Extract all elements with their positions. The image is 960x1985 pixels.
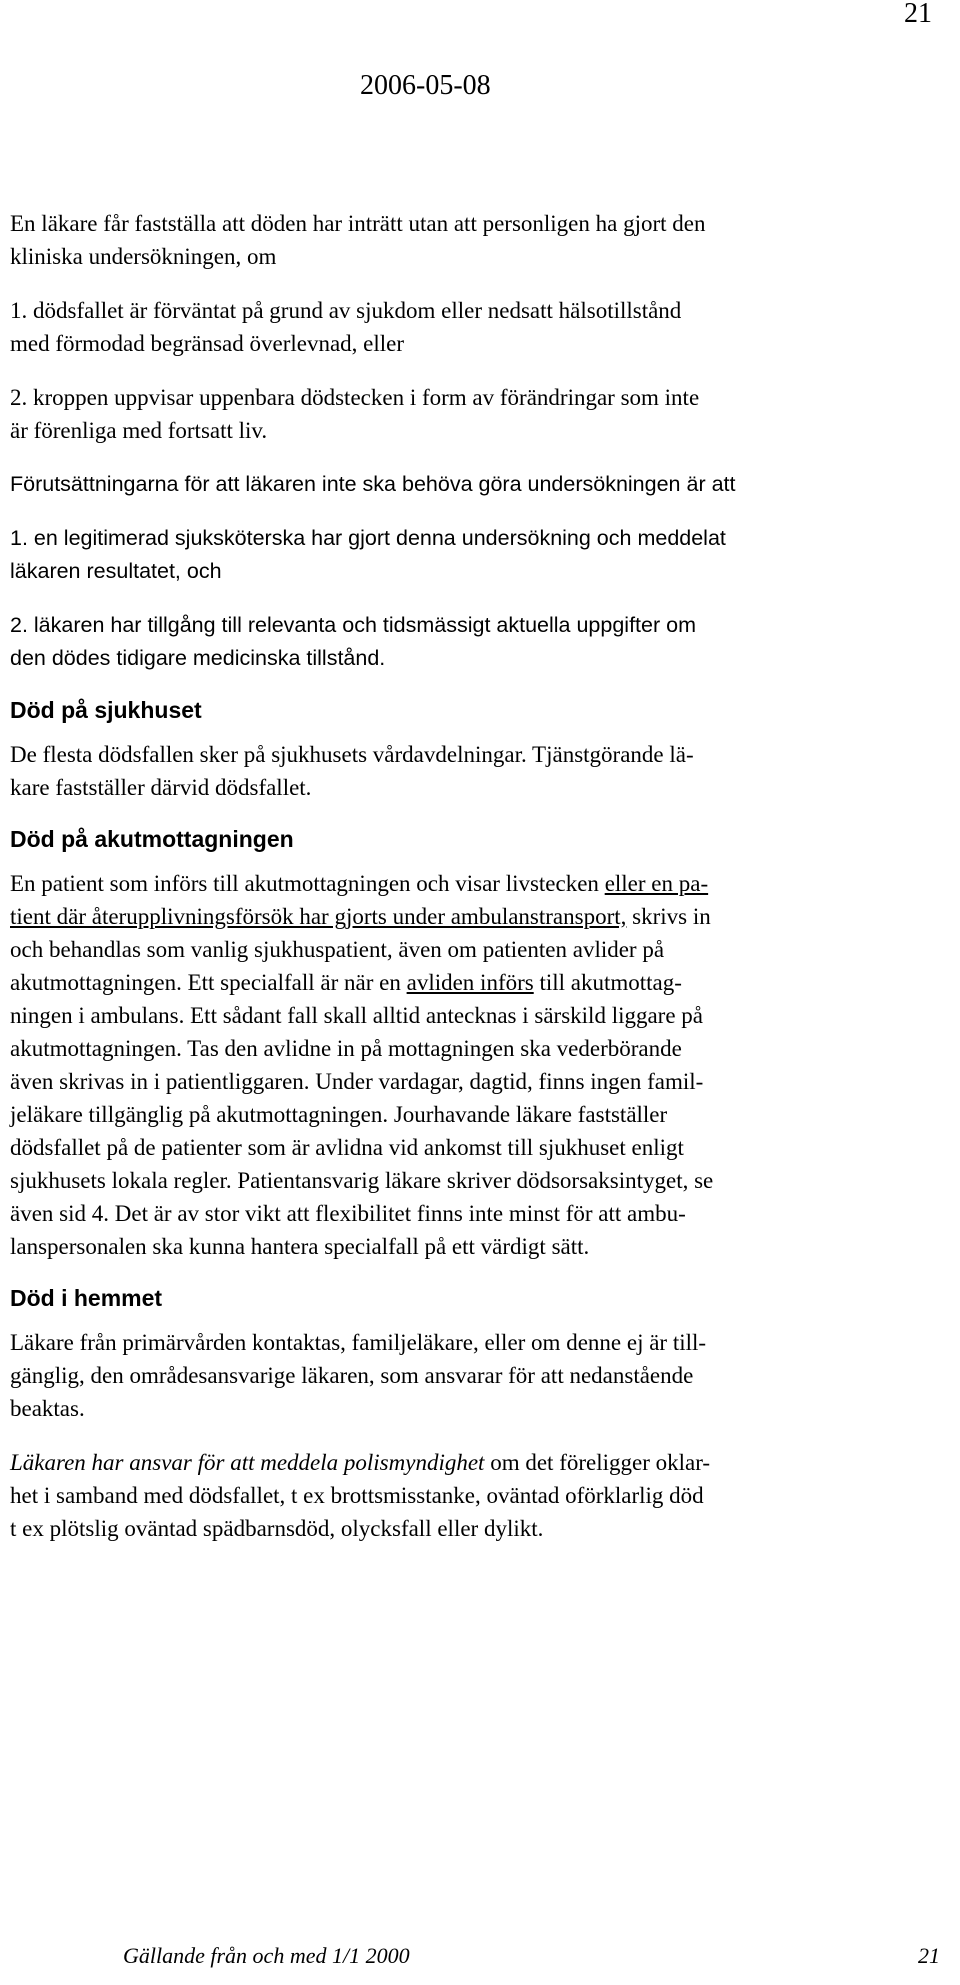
intro-lead-line1: En läkare får fastställa att döden har inträtt utan att personligen ha gjort den — [10, 211, 706, 236]
emergency-line2-underlined: tient där återupplivningsförsök har gjorts under ambulanstransport, — [10, 904, 627, 929]
police-line3: t ex plötslig oväntad spädbarnsdöd, olycksfall eller dylikt. — [10, 1516, 544, 1541]
emergency-line3: och behandlas som vanlig sjukhuspatient, även om patienten avlider på — [10, 937, 665, 962]
police-line1-text: om det föreligger oklar- — [484, 1450, 711, 1475]
document-body — [10, 207, 950, 1545]
emergency-paragraph — [10, 867, 950, 1263]
emergency-line4-rest: till akutmottag- — [533, 970, 682, 995]
intro-item-2 — [10, 381, 950, 447]
emergency-line8: jeläkare tillgänglig på akutmottagningen. Jourhavande läkare fastställer — [10, 1102, 668, 1127]
hospital-line1: De flesta dödsfallen sker på sjukhusets vårdavdelningar. Tjänstgörande lä- — [10, 742, 694, 767]
emergency-line7: även skrivas in i patientliggaren. Under vardagar, dagtid, finns ingen famil- — [10, 1069, 704, 1094]
intro-item-1 — [10, 294, 950, 360]
section-heading-home: Död i hemmet — [10, 1285, 163, 1311]
intro-lead — [10, 207, 950, 273]
intro-item-2-line2: är förenliga med fortsatt liv. — [10, 418, 268, 443]
emergency-line9: dödsfallet på de patienter som är avlidna vid ankomst till sjukhuset enligt — [10, 1135, 684, 1160]
emergency-line12: lanspersonalen ska kunna hantera specialfall på ett värdigt sätt. — [10, 1234, 590, 1259]
document-date: 2006-05-08 — [360, 70, 491, 101]
home-line3: beaktas. — [10, 1396, 85, 1421]
home-paragraph — [10, 1326, 950, 1425]
section-heading-hospital: Död på sjukhuset — [10, 697, 202, 723]
hospital-paragraph — [10, 738, 950, 804]
emergency-line1-text: En patient som införs till akutmottagningen och visar livstecken — [10, 871, 605, 896]
conditions-item-1-line1: 1. en legitimerad sjuksköterska har gjort denna undersökning och meddelat — [10, 526, 726, 550]
emergency-line2-text: skrivs in — [626, 904, 711, 929]
emergency-line6: akutmottagningen. Tas den avlidne in på mottagningen ska vederbörande — [10, 1036, 682, 1061]
emergency-line4-underlined: avliden införs — [406, 970, 534, 995]
conditions-item-1 — [10, 522, 950, 588]
conditions-item-2 — [10, 609, 950, 675]
emergency-line11: även sid 4. Det är av stor vikt att flexibilitet finns inte minst för att ambu- — [10, 1201, 686, 1226]
intro-item-1-line2: med förmodad begränsad överlevnad, eller — [10, 331, 405, 356]
intro-item-2-line1: 2. kroppen uppvisar uppenbara dödstecken i form av förändringar som inte — [10, 385, 700, 410]
emergency-line4-text: akutmottagningen. Ett specialfall är när en — [10, 970, 407, 995]
page-number-top: 21 — [904, 0, 932, 29]
hospital-line2: kare fastställer därvid dödsfallet. — [10, 775, 312, 800]
police-line1-italic: Läkaren har ansvar för att meddela polismyndighet — [10, 1450, 485, 1475]
section-heading-emergency: Död på akutmottagningen — [10, 826, 294, 852]
conditions-item-2-line1: 2. läkaren har tillgång till relevanta och tidsmässigt aktuella uppgifter om — [10, 613, 696, 637]
home-line2: gänglig, den områdesansvarige läkaren, som ansvarar för att nedanstående — [10, 1363, 694, 1388]
footer-valid-from: Gällande från och med 1/1 2000 — [123, 1943, 410, 1968]
emergency-line1-underlined: eller en pa- — [604, 871, 709, 896]
footer-page-number: 21 — [918, 1943, 940, 1968]
conditions-item-1-line2: läkaren resultatet, och — [10, 559, 222, 583]
conditions-item-2-line2: den dödes tidigare medicinska tillstånd. — [10, 646, 386, 670]
intro-item-1-line1: 1. dödsfallet är förväntat på grund av sjukdom eller nedsatt hälsotillstånd — [10, 298, 682, 323]
police-paragraph — [10, 1446, 950, 1545]
intro-lead-line2: kliniska undersökningen, om — [10, 244, 277, 269]
police-line2: het i samband med dödsfallet, t ex brottsmisstanke, oväntad oförklarlig död — [10, 1483, 704, 1508]
emergency-line10: sjukhusets lokala regler. Patientansvarig läkare skriver dödsorsaksintyget, se — [10, 1168, 714, 1193]
conditions-lead: Förutsättningarna för att läkaren inte ska behöva göra undersökningen är att — [10, 472, 736, 496]
emergency-line5: ningen i ambulans. Ett sådant fall skall alltid antecknas i särskild liggare på — [10, 1003, 704, 1028]
home-line1: Läkare från primärvården kontaktas, familjeläkare, eller om denne ej är till- — [10, 1330, 707, 1355]
